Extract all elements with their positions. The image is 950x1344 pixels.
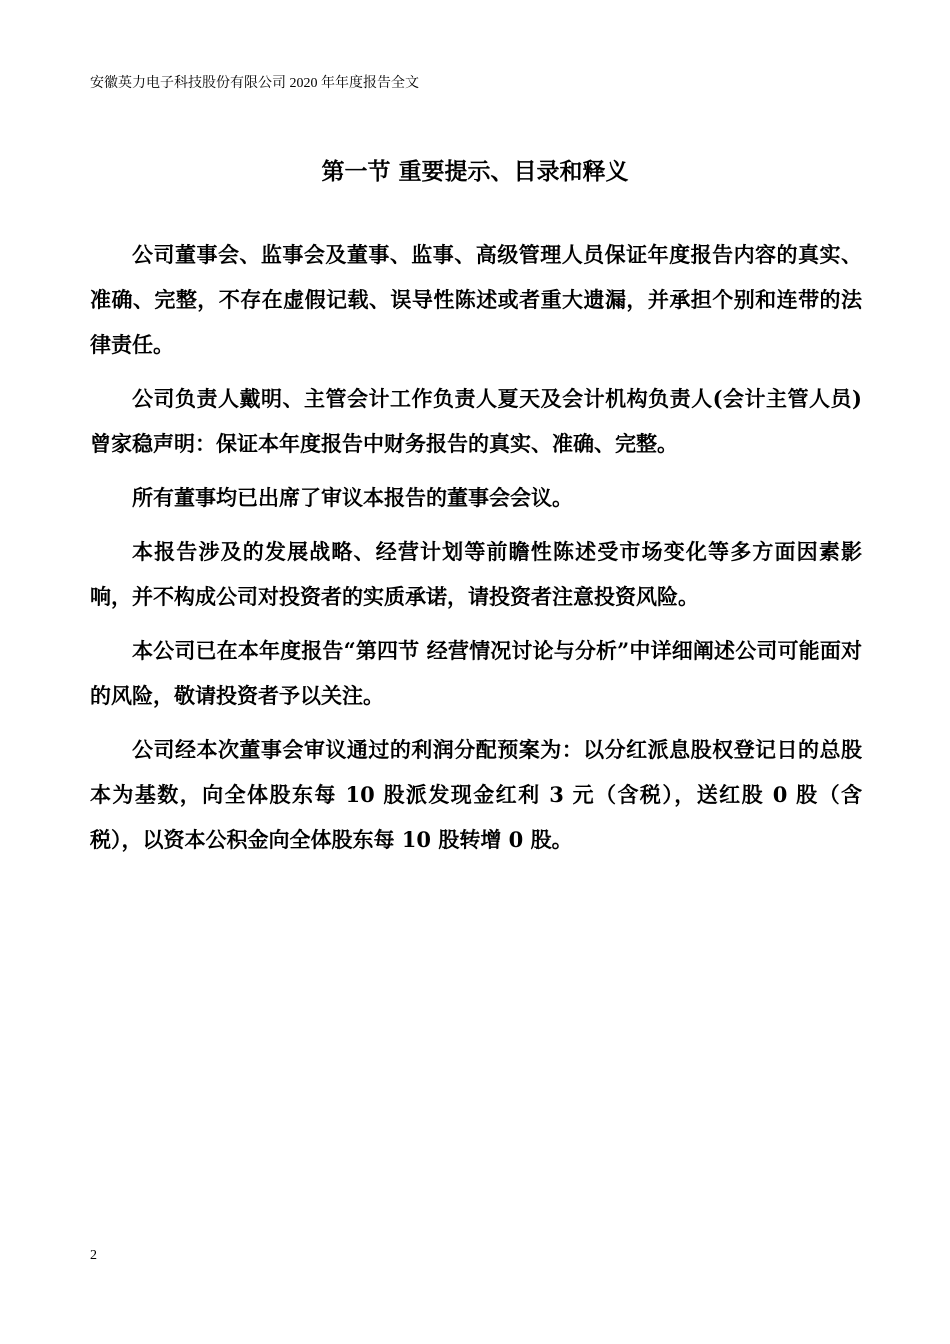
paragraph-board-guarantee: 公司董事会、监事会及董事、监事、高级管理人员保证年度报告内容的真实、准确、完整，不存在虚假记载、误导性陈述或者重大遗漏，并承担个别和连带的法律责任。 bbox=[90, 242, 862, 357]
running-header: 安徽英力电子科技股份有限公司 2020 年年度报告全文 bbox=[90, 76, 419, 91]
body-text bbox=[90, 232, 862, 871]
paragraph-directors-attendance: 所有董事均已出席了审议本报告的董事会会议。 bbox=[132, 485, 573, 510]
paragraph-profit-distribution: 公司经本次董事会审议通过的利润分配预案为：以分红派息股权登记日的总股本为基数，向全体股东每 10 股派发现金红利 3 元（含税），送红股 0 股（含税），以资本公积金向全体股东每 10 股转增 0 股。 bbox=[90, 737, 862, 852]
section-title: 第一节 重要提示、目录和释义 bbox=[321, 158, 629, 185]
page-number: 2 bbox=[90, 1248, 97, 1263]
paragraph-responsible-persons: 公司负责人戴明、主管会计工作负责人夏天及会计机构负责人(会计主管人员)曾家稳声明：保证本年度报告中财务报告的真实、准确、完整。 bbox=[90, 386, 862, 456]
paragraph-forward-looking: 本报告涉及的发展战略、经营计划等前瞻性陈述受市场变化等多方面因素影响，并不构成公司对投资者的实质承诺，请投资者注意投资风险。 bbox=[90, 539, 862, 609]
paragraph-risk-notice: 本公司已在本年度报告“第四节 经营情况讨论与分析”中详细阐述公司可能面对的风险，敬请投资者予以关注。 bbox=[90, 638, 862, 708]
